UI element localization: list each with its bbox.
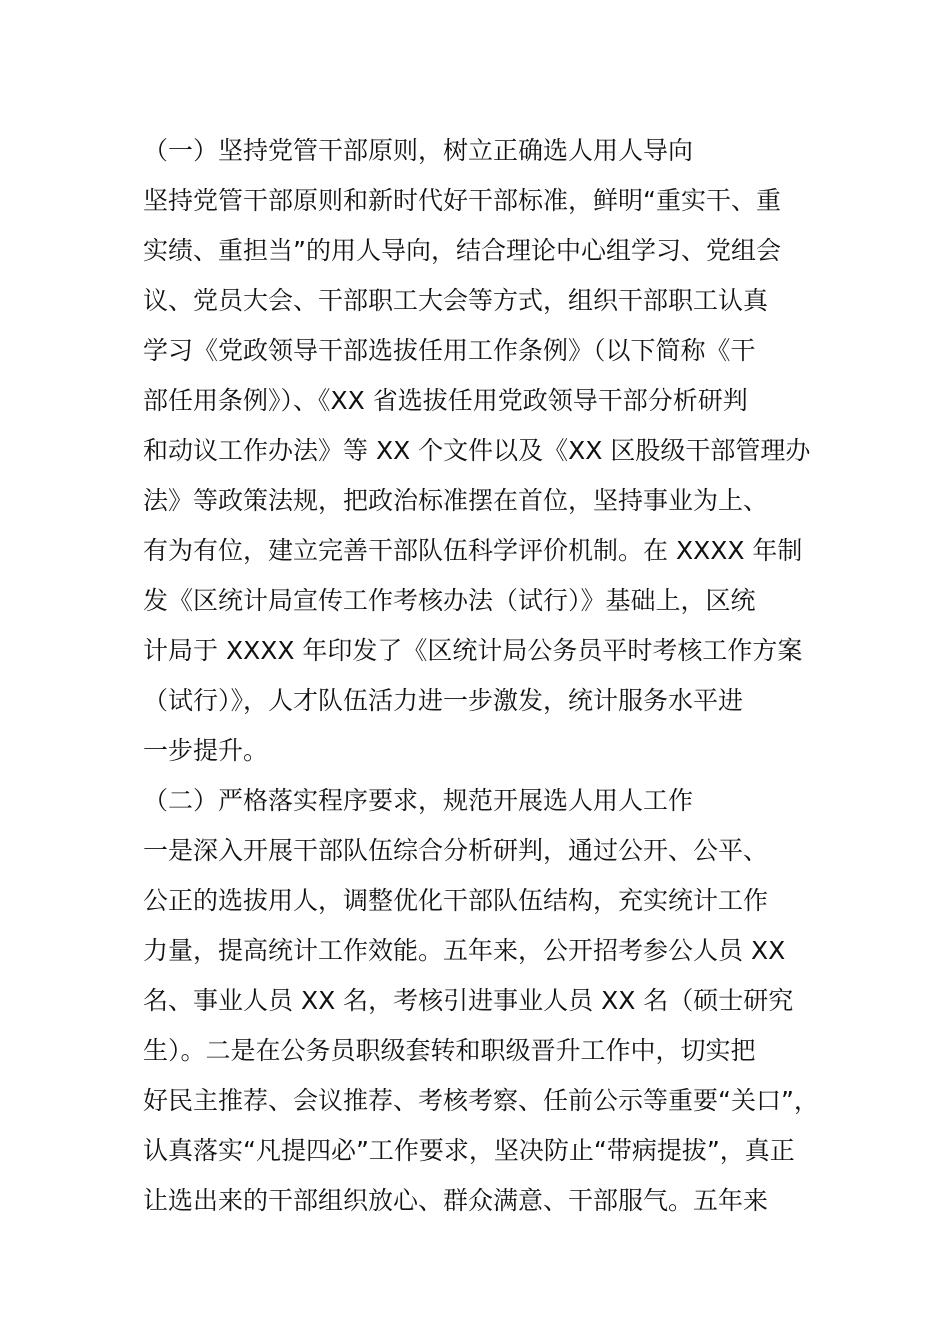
paragraph-line: 生）。二是在公务员职级套转和职级晋升工作中，切实把 — [143, 1036, 756, 1065]
paragraph-line: 好民主推荐、会议推荐、考核考察、任前公示等重要“关口”， — [143, 1086, 819, 1115]
paragraph-line: 有为有位，建立完善干部队伍科学评价机制。在 XXXX 年制 — [143, 536, 803, 565]
paragraph-line: 发《区统计局宣传工作考核办法（试行）》基础上，区统 — [143, 586, 756, 615]
paragraph-line: 坚持党管干部原则和新时代好干部标准，鲜明“重实干、重 — [143, 186, 781, 215]
paragraph-line: 部任用条例》）、《XX 省选拔任用党政领导干部分析研判 — [143, 386, 748, 415]
paragraph-line: 计局于 XXXX 年印发了《区统计局公务员平时考核工作方案 — [143, 636, 803, 665]
paragraph-line: 实绩、重担当”的用人导向，结合理论中心组学习、党组会 — [143, 236, 781, 265]
paragraph-line: 认真落实“凡提四必”工作要求，坚决防止“带病提拔”，真正 — [143, 1136, 795, 1165]
paragraph-line: 法》等政策法规，把政治标准摆在首位，坚持事业为上、 — [143, 486, 769, 515]
paragraph-line: 学习《党政领导干部选拔任用工作条例》（以下简称《干 — [143, 336, 756, 365]
document-body — [143, 126, 843, 1226]
paragraph-line: 一是深入开展干部队伍综合分析研判，通过公开、公平、 — [143, 836, 769, 865]
paragraph-line: 公正的选拔用人，调整优化干部队伍结构，充实统计工作 — [143, 886, 769, 915]
paragraph-line: 力量，提高统计工作效能。五年来，公开招考参公人员 XX — [143, 936, 786, 965]
section-heading-2: （二）严格落实程序要求，规范开展选人用人工作 — [143, 786, 694, 815]
paragraph-line: （试行）》，人才队伍活力进一步激发，统计服务水平进 — [143, 686, 744, 715]
paragraph-line: 和动议工作办法》等 XX 个文件以及《XX 区股级干部管理办 — [143, 436, 811, 465]
paragraph-line: 议、党员大会、干部职工大会等方式，组织干部职工认真 — [143, 286, 769, 315]
section-heading-1: （一）坚持党管干部原则，树立正确选人用人导向 — [143, 136, 694, 165]
paragraph-line: 让选出来的干部组织放心、群众满意、干部服气。五年来 — [143, 1186, 769, 1215]
paragraph-line: 一步提升。 — [143, 736, 269, 765]
paragraph-line: 名、事业人员 XX 名，考核引进事业人员 XX 名（硕士研究 — [143, 986, 794, 1015]
